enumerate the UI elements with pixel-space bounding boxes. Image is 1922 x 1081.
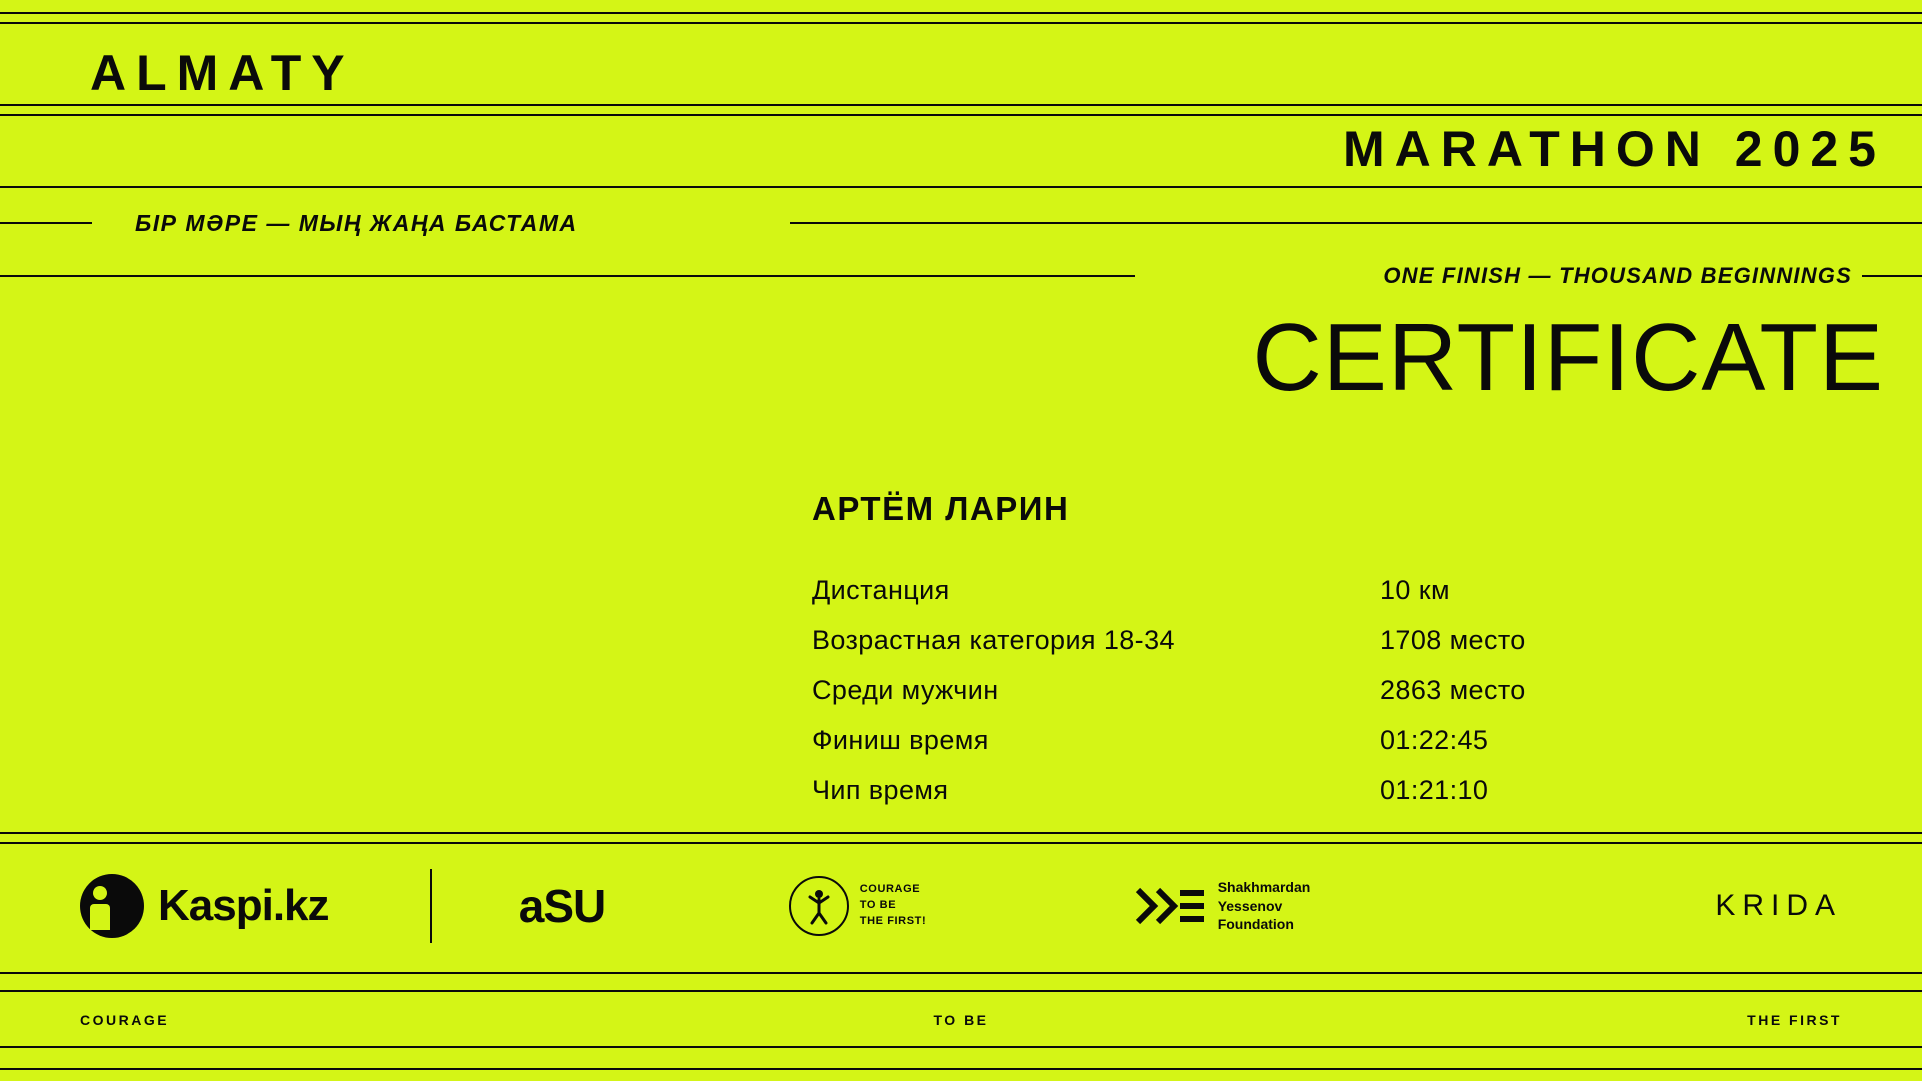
rule-top-inner [0,22,1922,24]
asu-wordmark: aSU [518,880,606,932]
footer-left: COURAGE [80,1012,170,1028]
rule-slogan-kz-left [0,222,92,224]
sponsor-krida [1422,889,1922,923]
result-label: Возрастная категория 18-34 [812,625,1175,655]
yessenov-logo-icon [1134,884,1206,928]
event-title: MARATHON 2025 [1342,121,1886,177]
rule-top-outer [0,12,1922,14]
result-value: 01:21:10 [1380,775,1489,805]
sponsor-kaspi [0,874,430,938]
result-value: 10 км [1380,575,1450,605]
result-value: 1708 место [1380,625,1526,655]
result-label: Чип время [812,775,949,805]
result-value: 2863 место [1380,675,1526,705]
rule-below-footer [0,1046,1922,1048]
rule-under-marathon [0,186,1922,188]
syf-line3: Foundation [1217,916,1294,933]
ctbf-line3: THE FIRST! [859,914,927,927]
syf-line1: Shakhmardan [1217,878,1311,895]
sponsor-band [0,838,1922,974]
athlete-name: АРТЁМ ЛАРИН [812,490,1070,527]
result-label: Дистанция [812,575,950,605]
table-row [812,775,1612,825]
yessenov-foundation-text [1218,878,1311,935]
kaspi-logo-icon [80,874,144,938]
slogan-english: ONE FINISH — THOUSAND BEGINNINGS [1373,265,1862,287]
result-value: 01:22:45 [1380,725,1489,755]
rule-under-almaty-2 [0,114,1922,116]
table-row [812,575,1612,625]
rule-slogan-en-left [0,275,1135,277]
courage-fund-icon [788,873,850,939]
courage-fund-text [860,882,927,930]
rule-slogan-kz-right [790,222,1922,224]
city-title: ALMATY [90,45,355,101]
krida-wordmark: KRIDA [1715,889,1842,922]
syf-line2: Yessenov [1217,897,1283,914]
table-row [812,625,1612,675]
kaspi-wordmark: Kaspi.kz [158,881,329,930]
footer-center: TO BE [933,1012,989,1028]
sponsor-yessenov-foundation [1022,878,1422,935]
footer [0,1012,1922,1028]
result-label: Финиш время [812,725,989,755]
rule-above-sponsors [0,832,1922,834]
page-title: CERTIFICATE [1252,304,1884,411]
results-table [812,575,1612,825]
rule-bottom-outer [0,1068,1922,1070]
footer-right: THE FIRST [1747,1012,1842,1028]
slogan-kazakh: БІР МӘРЕ — МЫҢ ЖАҢА БАСТАМА [135,212,592,235]
rule-under-almaty [0,104,1922,106]
ctbf-line1: COURAGE [859,883,921,896]
table-row [812,725,1612,775]
sponsor-asu [432,879,692,933]
ctbf-line2: TO BE [859,899,897,912]
result-label: Среди мужчин [812,675,999,705]
sponsor-courage-to-be-the-first [692,873,1022,939]
table-row [812,675,1612,725]
rule-above-footer [0,990,1922,992]
